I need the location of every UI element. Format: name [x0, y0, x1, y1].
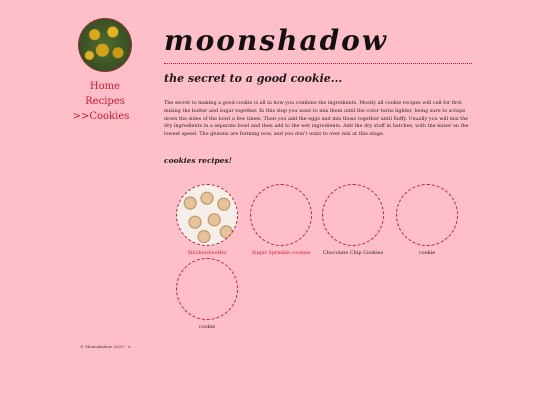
snickerdoodles-photo[interactable] [176, 184, 238, 246]
sugar-sprinkle-placeholder-circle[interactable] [250, 184, 312, 246]
nav-link-cookies[interactable]: >>Cookies [72, 111, 130, 122]
nav-link-recipes[interactable]: Recipes [85, 96, 125, 107]
nav-link-home[interactable]: Home [89, 81, 121, 92]
post-title: the secret to a good cookie... [164, 72, 343, 85]
recipe-card-chocolate-chip [318, 184, 388, 256]
chocolate-chip-placeholder-circle [322, 184, 384, 246]
post-body: The secret to making a good cookie is all in how you combine the ingredients. Mostly all cookie recipes will call for first mixing the butter and sugar together. In this step you want to mix them until the color turns lighter, being sure to scrape down the sides of the bowl a few times. Then you add the eggs and mix those together until fluffy. Usually you will mix the dry ingredients in a separate bowl and then add to the wet ingredients. Add the dry stuff in batches, with the mixer on the lowest speed. The glutens are forming now, and you don't want to over mix at this stage. [164, 100, 469, 138]
recipe-card-snickerdoodles[interactable] [172, 184, 242, 256]
recipe-link-sugar-sprinkle[interactable]: Sugar Sprinkle cookies [251, 250, 311, 256]
recipes-heading: cookies recipes! [164, 156, 232, 165]
recipe-label-chocolate-chip: Chocolate Chip Cookies [322, 250, 384, 256]
recipe-card-sugar-sprinkle[interactable] [246, 184, 316, 256]
cookie-2-placeholder-circle [176, 258, 238, 320]
recipe-label-cookie-2: cookie [198, 324, 216, 330]
recipe-label-cookie: cookie [418, 250, 436, 256]
title-divider [164, 63, 472, 64]
cookie-placeholder-circle [396, 184, 458, 246]
recipe-link-snickerdoodles[interactable]: Snickerdoodles [187, 250, 227, 256]
footer-copyright: © Moonshadow 2025 - ∞ [80, 344, 131, 349]
site-title: moonshadow [164, 24, 388, 57]
sunflower-logo-image[interactable] [78, 18, 132, 72]
recipe-card-cookie-2 [172, 258, 242, 330]
sidebar-nav [72, 79, 130, 124]
recipe-card-cookie [392, 184, 462, 256]
